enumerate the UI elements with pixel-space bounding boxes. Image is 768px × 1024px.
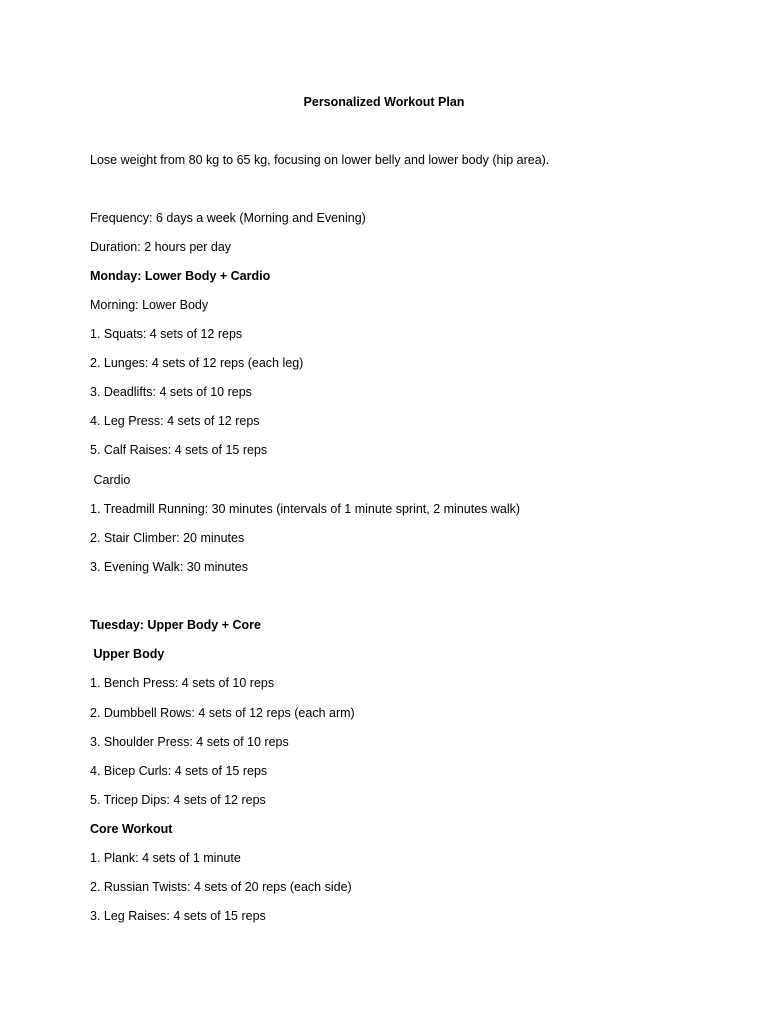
tuesday-heading: Tuesday: Upper Body + Core — [90, 618, 261, 632]
list-item: 3. Shoulder Press: 4 sets of 10 reps — [90, 735, 289, 749]
duration-text: Duration: 2 hours per day — [90, 240, 232, 254]
list-item: 5. Calf Raises: 4 sets of 15 reps — [90, 443, 268, 457]
list-item: 3. Leg Raises: 4 sets of 15 reps — [90, 909, 266, 923]
list-item: 2. Dumbbell Rows: 4 sets of 12 reps (each arm) — [90, 706, 355, 720]
list-item: 3. Evening Walk: 30 minutes — [90, 560, 248, 574]
list-item: 4. Bicep Curls: 4 sets of 15 reps — [90, 764, 268, 778]
list-item: 1. Squats: 4 sets of 12 reps — [90, 327, 243, 341]
list-item: 1. Treadmill Running: 30 minutes (intervals of 1 minute sprint, 2 minutes walk) — [90, 502, 521, 516]
list-item: 1. Bench Press: 4 sets of 10 reps — [90, 676, 275, 690]
list-item: 3. Deadlifts: 4 sets of 10 reps — [90, 385, 252, 399]
list-item: 2. Lunges: 4 sets of 12 reps (each leg) — [90, 356, 304, 370]
tuesday-core-label: Core Workout — [90, 822, 173, 836]
list-item: 4. Leg Press: 4 sets of 12 reps — [90, 414, 260, 428]
list-item: 2. Stair Climber: 20 minutes — [90, 531, 245, 545]
list-item: 2. Russian Twists: 4 sets of 20 reps (each side) — [90, 880, 352, 894]
monday-cardio-label: Cardio — [90, 473, 131, 487]
goal-text: Lose weight from 80 kg to 65 kg, focusing on lower belly and lower body (hip area). — [90, 153, 550, 167]
frequency-text: Frequency: 6 days a week (Morning and Evening) — [90, 211, 366, 225]
page-title: Personalized Workout Plan — [303, 95, 465, 109]
list-item: 1. Plank: 4 sets of 1 minute — [90, 851, 241, 865]
tuesday-upper-label: Upper Body — [90, 647, 165, 661]
list-item: 5. Tricep Dips: 4 sets of 12 reps — [90, 793, 266, 807]
monday-morning-label: Morning: Lower Body — [90, 298, 209, 312]
monday-heading: Monday: Lower Body + Cardio — [90, 269, 271, 283]
